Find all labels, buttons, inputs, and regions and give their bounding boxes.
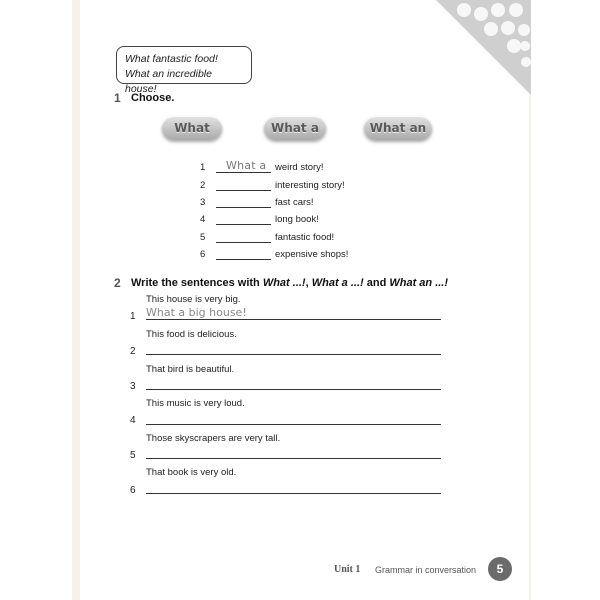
- source-sentence: This house is very big.: [146, 294, 241, 305]
- write-line-number: 4: [130, 415, 136, 426]
- choose-item: [200, 159, 324, 173]
- choose-item-text: interesting story!: [275, 180, 345, 191]
- write-line-number: 1: [130, 311, 136, 322]
- write-line[interactable]: [146, 342, 441, 355]
- write-line-number: 2: [130, 346, 136, 357]
- option-what[interactable]: What: [162, 116, 222, 140]
- choose-item-text: fast cars!: [275, 197, 314, 208]
- choose-item-blank[interactable]: [216, 177, 271, 191]
- choose-item-text: fantastic food!: [275, 232, 335, 243]
- choose-item-number: 1: [200, 162, 206, 173]
- example-box: [116, 46, 252, 95]
- exercise-2-title-phrase: What an ...!: [389, 277, 449, 289]
- choose-item-number: 4: [200, 214, 206, 225]
- exercise-2-title-part: ,: [305, 277, 312, 289]
- choose-item-number: 2: [200, 180, 206, 191]
- choose-item-blank[interactable]: [216, 229, 271, 243]
- choose-item-number: 3: [200, 197, 206, 208]
- write-line-number: 6: [130, 485, 136, 496]
- page-number: 5: [488, 557, 512, 581]
- choose-item: [200, 246, 348, 260]
- write-line[interactable]: [146, 377, 441, 390]
- exercise-2-title: [131, 277, 448, 289]
- write-line-number: 3: [130, 381, 136, 392]
- corner-dots-graphic: [436, 0, 531, 95]
- source-sentence: Those skyscrapers are very tall.: [146, 433, 281, 444]
- footer-section: Grammar in conversation: [375, 565, 477, 575]
- choose-item: [200, 229, 334, 243]
- option-what-a[interactable]: What a: [264, 116, 326, 140]
- choose-item: [200, 177, 345, 191]
- choose-item-text: expensive shops!: [275, 249, 349, 260]
- exercise-2-title-phrase: What a ...!: [311, 277, 364, 289]
- exercise-1-title: Choose.: [131, 92, 175, 104]
- exercise-2-title-phrase: What ...!: [262, 277, 306, 289]
- write-line[interactable]: [146, 481, 441, 494]
- write-line-answer: What a big house!: [146, 306, 247, 319]
- corner-decoration: [436, 0, 531, 95]
- option-what-an[interactable]: What an: [364, 116, 432, 140]
- choose-item-blank[interactable]: [216, 159, 271, 173]
- write-line[interactable]: [146, 307, 441, 320]
- write-line[interactable]: [146, 446, 441, 459]
- write-line-number: 5: [130, 450, 136, 461]
- choose-item-blank[interactable]: [216, 211, 271, 225]
- choose-item-blank[interactable]: [216, 194, 271, 208]
- exercise-2-title-part: Write the sentences with: [131, 277, 263, 289]
- source-sentence: This food is delicious.: [146, 329, 237, 340]
- exercise-2-title-part: and: [363, 277, 390, 289]
- choose-item: [200, 194, 314, 208]
- source-sentence: That book is very old.: [146, 467, 237, 478]
- choose-item-answer: What a: [226, 159, 267, 172]
- example-line-2: What an incredible house!: [125, 68, 212, 95]
- choose-item-number: 6: [200, 249, 206, 260]
- source-sentence: This music is very loud.: [146, 398, 245, 409]
- choose-item-number: 5: [200, 232, 206, 243]
- footer-unit: Unit 1: [334, 564, 361, 575]
- source-sentence: That bird is beautiful.: [146, 364, 235, 375]
- write-line[interactable]: [146, 412, 441, 425]
- choose-item-text: long book!: [275, 214, 319, 225]
- exercise-1-number: 1: [114, 91, 121, 105]
- example-line-1: What fantastic food!: [125, 53, 218, 65]
- choose-item-blank[interactable]: [216, 246, 271, 260]
- exercise-2-number: 2: [114, 276, 121, 290]
- choose-item: [200, 211, 319, 225]
- choose-item-text: weird story!: [275, 162, 324, 173]
